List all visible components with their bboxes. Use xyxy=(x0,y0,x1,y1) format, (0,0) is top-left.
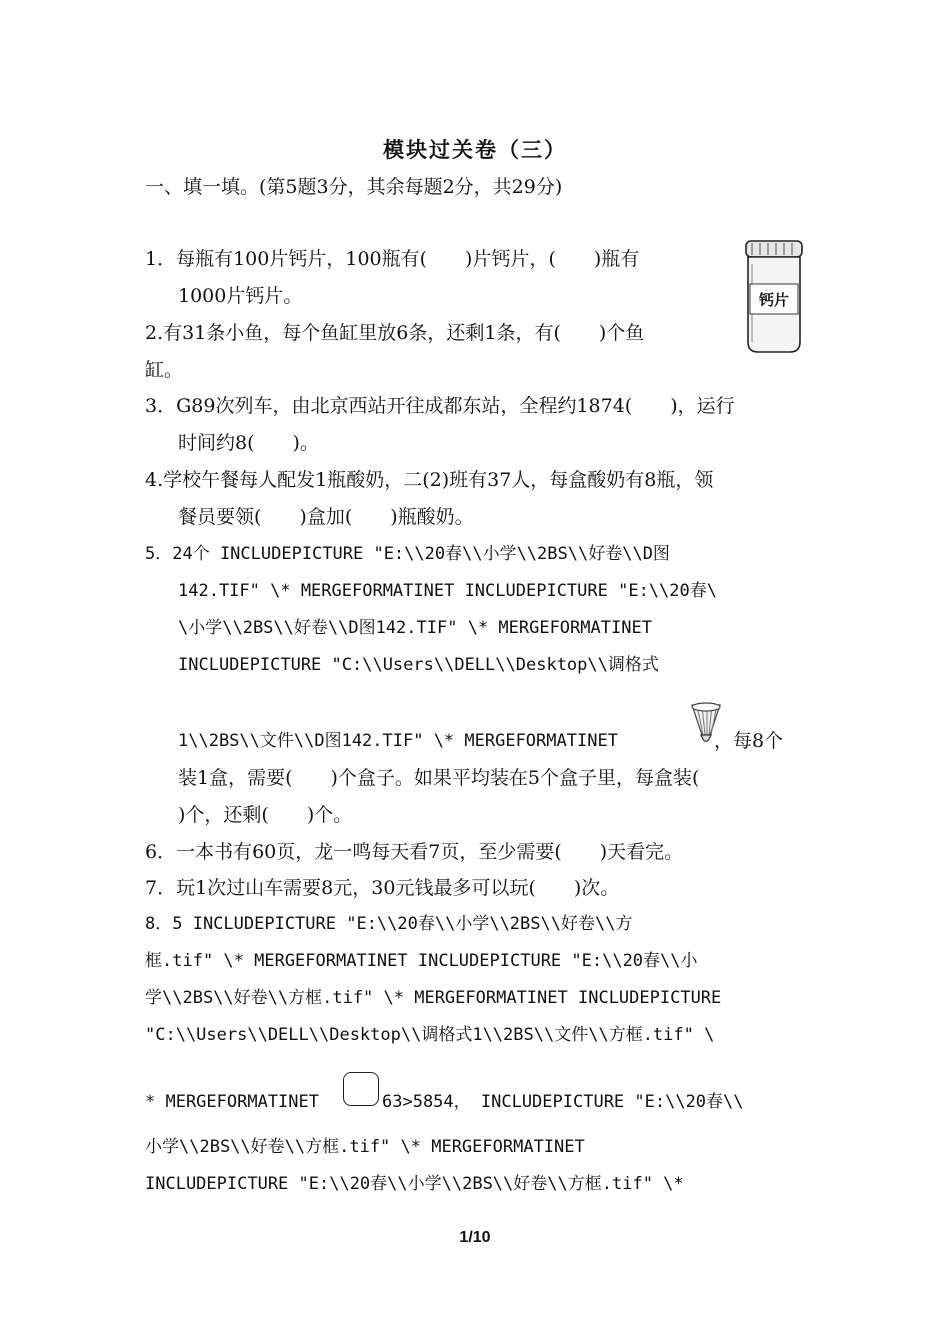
q5-line2: 142.TIF" \* MERGEFORMATINET INCLUDEPICTURE "E:\\20春\ xyxy=(178,581,717,601)
calcium-jar-image xyxy=(742,238,806,360)
q3-line2: 时间约8( )。 xyxy=(178,432,319,454)
q8-line5: * MERGEFORMATINET xyxy=(145,1092,319,1112)
q3-line1: 3．G89次列车，由北京西站开往成都东站，全程约1874( )，运行 xyxy=(145,395,735,417)
q4-line1: 4.学校午餐每人配发1瓶酸奶，二(2)班有37人，每盒酸奶有8瓶，领 xyxy=(145,469,714,491)
q5-line7: )个，还剩( )个。 xyxy=(178,804,353,826)
q5-line6: 装1盒，需要( )个盒子。如果平均装在5个盒子里，每盒装( xyxy=(178,767,700,789)
page-number: 1/10 xyxy=(459,1229,491,1246)
q8-line5-tail: 63>5854， INCLUDEPICTURE "E:\\20春\\ xyxy=(382,1092,744,1112)
q6-line: 6．一本书有60页，龙一鸣每天看7页，至少需要( )天看完。 xyxy=(145,841,684,863)
q8-line6: 小学\\2BS\\好卷\\方框.tif" \* MERGEFORMATINET xyxy=(145,1137,585,1157)
jar-label: 钙片 xyxy=(758,291,790,309)
q8-line7: INCLUDEPICTURE "E:\\20春\\小学\\2BS\\好卷\\方框.tif" \* xyxy=(145,1174,684,1194)
q5-line4: INCLUDEPICTURE "C:\\Users\\DELL\\Desktop\\调格式 xyxy=(178,655,659,675)
q1-line2: 1000片钙片。 xyxy=(178,285,303,307)
q5-line5: 1\\2BS\\文件\\D图142.TIF" \* MERGEFORMATINET xyxy=(178,731,618,751)
page-title: 模块过关卷（三） xyxy=(383,137,567,162)
q7-line: 7．玩1次过山车需要8元，30元钱最多可以玩( )次。 xyxy=(145,877,620,899)
q2-line1: 2.有31条小鱼，每个鱼缸里放6条，还剩1条，有( )个鱼 xyxy=(145,322,645,344)
q5-line3: \小学\\2BS\\好卷\\D图142.TIF" \* MERGEFORMATINET xyxy=(178,618,652,638)
q8-line3: 学\\2BS\\好卷\\方框.tif" \* MERGEFORMATINET INCLUDEPICTURE xyxy=(145,988,722,1008)
calcium-jar-icon xyxy=(742,238,806,356)
q2-line2: 缸。 xyxy=(145,359,184,381)
q1-line1: 1．每瓶有100片钙片，100瓶有( )片钙片，( )瓶有 xyxy=(145,248,640,270)
q8-line4: "C:\\Users\\DELL\\Desktop\\调格式1\\2BS\\文件\\方框.tif" \ xyxy=(145,1025,715,1045)
q5-line5-tail: ，每8个 xyxy=(714,730,784,752)
q5-line1: 5．24个 INCLUDEPICTURE "E:\\20春\\小学\\2BS\\好卷\\D图 xyxy=(145,544,670,564)
answer-box-icon xyxy=(343,1072,379,1106)
q4-line2: 餐员要领( )盒加( )瓶酸奶。 xyxy=(178,506,474,528)
q8-line2: 框.tif" \* MERGEFORMATINET INCLUDEPICTURE "E:\\20春\\小 xyxy=(145,951,698,971)
q8-line1: 8．5 INCLUDEPICTURE "E:\\20春\\小学\\2BS\\好卷\\方 xyxy=(145,914,633,934)
section-heading: 一、填一填。(第5题3分，其余每题2分，共29分) xyxy=(145,176,563,198)
